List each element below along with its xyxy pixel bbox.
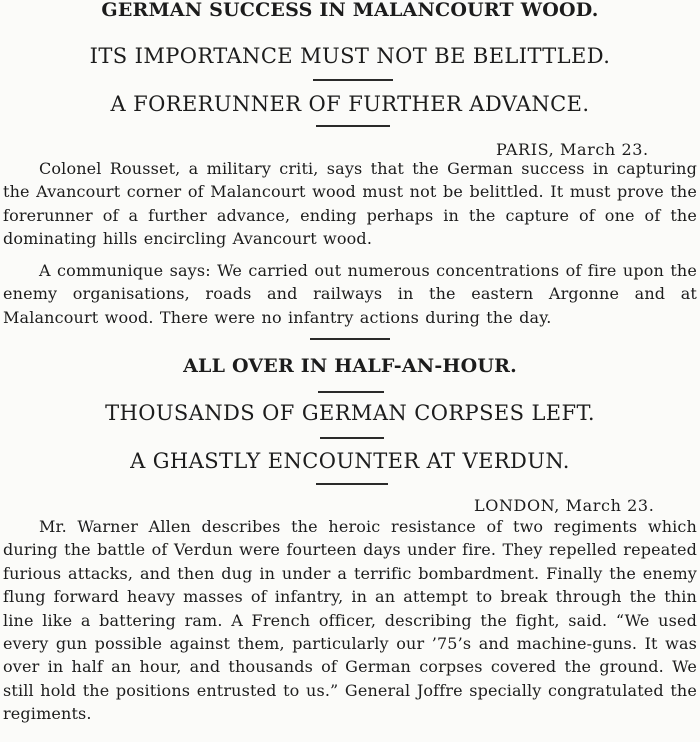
subhead-corpses: THOUSANDS OF GERMAN CORPSES LEFT. bbox=[105, 401, 595, 425]
divider-rule bbox=[318, 391, 384, 393]
paragraph-rousset: Colonel Rousset, a military criti, says that the German success in capturing the Avancourt corner of Malancourt wood must not be belittled. It must prove the forerunner of a further advance, ending perhaps in the capture of one of the dominating hills encircling Avancourt wood. bbox=[3, 159, 697, 249]
subhead-forerunner: A FORERUNNER OF FURTHER ADVANCE. bbox=[110, 92, 590, 116]
divider-rule bbox=[320, 437, 384, 439]
paragraph-communique: A communique says: We carried out numerous concentrations of fire upon the enemy organisations, roads and railways in the eastern Argonne and at Malancourt wood. There were no infantry actions during the day. bbox=[3, 261, 697, 327]
divider-rule bbox=[313, 79, 393, 81]
subhead-verdun: A GHASTLY ENCOUNTER AT VERDUN. bbox=[130, 449, 570, 473]
subhead-importance: ITS IMPORTANCE MUST NOT BE BELITTLED. bbox=[89, 44, 611, 68]
headline-malancourt: GERMAN SUCCESS IN MALANCOURT WOOD. bbox=[101, 0, 599, 21]
divider-rule bbox=[316, 483, 388, 485]
paragraph-warner-allen: Mr. Warner Allen describes the heroic resistance of two regiments which during the battle of Verdun were fourteen days under fire. They repelled repeated furious attacks, and then dug in under a terrific bombardment. Finally the enemy flung forward heavy masses of infantry, in an attempt to break through the thin line like a battering ram. A French officer, describing the fight, said. “We used every gun possible against them, particularly our ’75’s and machine-guns. It was over in half an hour, and thousands of German corpses covered the ground. We still hold the positions entrusted to us.” General Joffre specially congratulated the regiments. bbox=[3, 517, 697, 724]
divider-rule bbox=[316, 125, 390, 127]
dateline-paris: PARIS, March 23. bbox=[496, 140, 649, 159]
divider-rule bbox=[310, 338, 390, 340]
headline-half-an-hour: ALL OVER IN HALF-AN-HOUR. bbox=[183, 355, 517, 377]
dateline-london: LONDON, March 23. bbox=[474, 496, 655, 515]
